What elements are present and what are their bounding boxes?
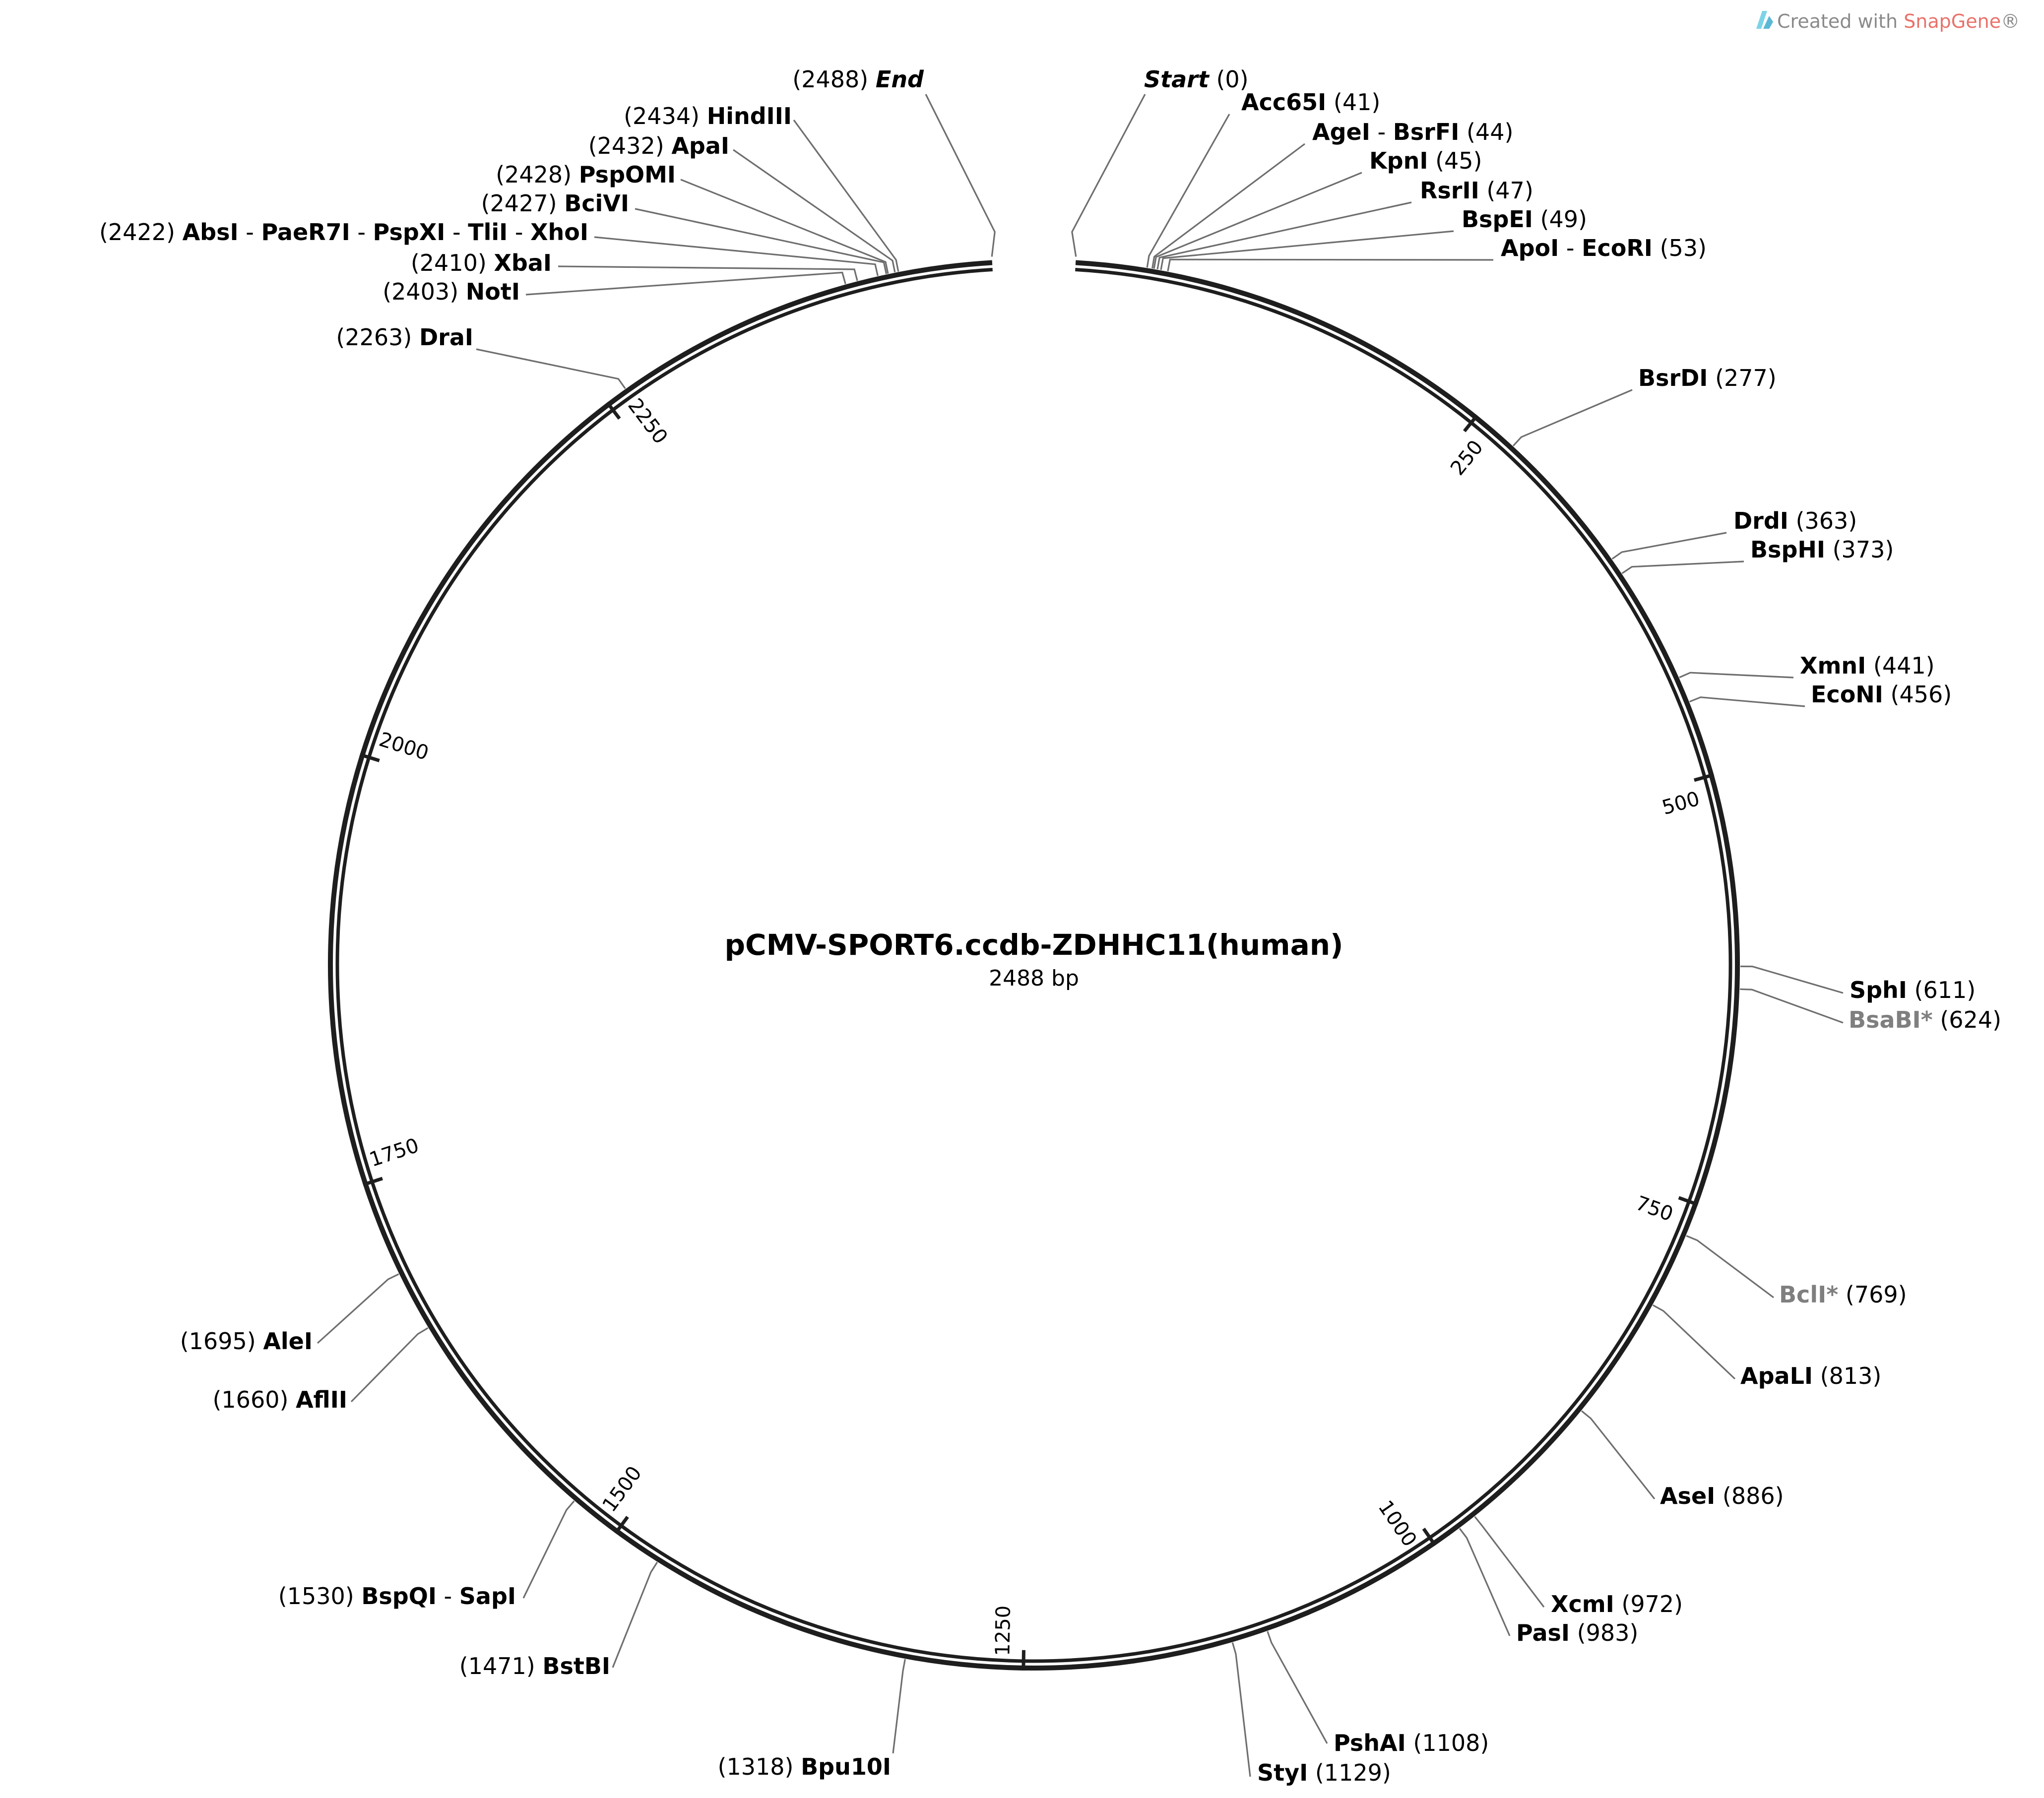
enzyme-name: DrdI (1733, 507, 1788, 534)
site-label: (1530) BspQI - SapI (278, 1583, 516, 1610)
cut-position: (624) (1940, 1006, 2002, 1033)
cut-position: (1108) (1413, 1730, 1489, 1756)
cut-position: (44) (1466, 119, 1514, 145)
scale-tick-label: 1500 (598, 1462, 646, 1516)
site-label (481, 190, 629, 217)
site-label (1257, 1759, 1391, 1786)
leader-line (1612, 533, 1727, 559)
enzyme-name: XmnI (1800, 652, 1866, 679)
cut-position: (363) (1795, 507, 1857, 534)
enzyme-name: BsrDI (1638, 365, 1708, 391)
start-label: Start (0) (1144, 66, 1249, 93)
leader-line (1168, 259, 1493, 271)
cut-position: (45) (1435, 147, 1482, 174)
cut-position: (886) (1722, 1483, 1784, 1509)
cut-position: (49) (1540, 206, 1587, 233)
cut-position: (441) (1873, 652, 1935, 679)
enzyme-name: ApaI (671, 132, 729, 159)
scale-tick-label: 500 (1660, 787, 1702, 820)
site-label (1660, 1483, 1784, 1509)
enzyme-name: HindIII (706, 103, 792, 129)
site-label (496, 161, 676, 188)
enzyme-name: ApoI (1501, 235, 1559, 261)
site-label (1733, 507, 1857, 534)
cut-position: (1471) (459, 1653, 535, 1679)
scale-tick-label: 1750 (366, 1134, 422, 1172)
leader-line (1686, 1236, 1774, 1298)
site-label (1849, 1006, 2001, 1033)
cut-position: (2428) (496, 161, 572, 188)
leader-line (1690, 697, 1805, 706)
leader-line (1513, 390, 1632, 446)
snapgene-logo-icon (1756, 11, 1773, 29)
scale-tick-label: 2000 (376, 728, 432, 765)
cut-position: (456) (1890, 681, 1952, 708)
site-label (383, 278, 520, 305)
leader-line (1475, 1517, 1544, 1607)
snapgene-credit (1756, 10, 2020, 32)
cut-position: (813) (1820, 1363, 1882, 1389)
site-label (1638, 365, 1777, 391)
enzyme-name: EcoNI (1811, 681, 1883, 708)
enzyme-name: BclI* (1779, 1281, 1839, 1308)
enzyme-name: PasI (1516, 1619, 1570, 1646)
leader-line (1653, 1305, 1735, 1379)
leader-line (635, 209, 887, 274)
cut-position: (53) (1660, 235, 1707, 261)
leader-line (526, 272, 845, 295)
enzyme-name: BciVI (564, 190, 629, 217)
enzyme-name: NotI (465, 278, 520, 305)
leader-line (926, 94, 995, 257)
site-label (718, 1753, 891, 1780)
enzyme-name: SphI (1850, 977, 1907, 1003)
leader-line (613, 1562, 657, 1668)
leader-line (351, 1328, 428, 1402)
cut-position: (47) (1486, 177, 1533, 204)
leader-line (1232, 1643, 1250, 1777)
leader-line (794, 120, 898, 272)
enzyme-name: Acc65I (1241, 89, 1327, 116)
site-label: AgeI - BsrFI (44) (1312, 119, 1514, 145)
enzyme-name: DraI (419, 324, 473, 351)
cut-position: (1129) (1315, 1759, 1391, 1786)
enzyme-name: Bpu10I (801, 1753, 891, 1780)
site-label (1850, 977, 1976, 1003)
enzyme-name: BsaBI* (1849, 1006, 1933, 1033)
site-label: ApoI - EcoRI (53) (1501, 235, 1707, 261)
credit-text: Created with SnapGene® (1777, 10, 2020, 32)
cut-position: (983) (1577, 1619, 1639, 1646)
enzyme-name: AleI (263, 1328, 313, 1355)
site-label (1369, 147, 1482, 174)
cut-position: (972) (1621, 1591, 1683, 1617)
scale-tick-label: 1000 (1373, 1496, 1421, 1551)
cut-position: (41) (1333, 89, 1381, 116)
enzyme-name: XcmI (1551, 1591, 1614, 1617)
cut-position: (2432) (588, 132, 664, 159)
leader-line (1582, 1411, 1655, 1499)
cut-position: (2263) (336, 324, 412, 351)
leader-line (1679, 673, 1793, 678)
leader-line (1268, 1631, 1327, 1743)
scale-tick (1023, 1650, 1024, 1671)
enzyme-name: TliI (468, 219, 508, 246)
cut-position: (1660) (212, 1386, 289, 1413)
enzyme-name: BsrFI (1393, 119, 1460, 145)
leader-line (476, 349, 625, 388)
cut-position: (2427) (481, 190, 557, 217)
enzyme-name: XhoI (530, 219, 588, 246)
enzyme-name: BspHI (1750, 536, 1825, 563)
site-label (212, 1386, 347, 1413)
leader-line (318, 1274, 399, 1343)
site-label (588, 132, 729, 159)
enzyme-name: AbsI (182, 219, 239, 246)
site-label (459, 1653, 610, 1679)
enzyme-name: AseI (1660, 1483, 1716, 1509)
leader-line (1622, 561, 1744, 573)
cut-position: (2410) (410, 249, 487, 276)
site-label (411, 249, 552, 276)
site-label (1800, 652, 1935, 679)
cut-position: (277) (1715, 365, 1777, 391)
leader-line (681, 180, 888, 274)
enzyme-name: AflII (296, 1386, 347, 1413)
site-label (1241, 89, 1380, 116)
enzyme-name: PshAI (1334, 1730, 1406, 1756)
enzyme-name: PspOMI (578, 161, 676, 188)
site-label (1462, 206, 1587, 233)
scale-tick-label: 250 (1446, 436, 1488, 480)
cut-position: (2434) (624, 103, 700, 129)
site-label (1551, 1591, 1683, 1617)
enzyme-name: BstBI (542, 1653, 610, 1679)
enzyme-name: RsrII (1420, 177, 1479, 204)
cut-position: (1318) (717, 1753, 794, 1780)
site-labels (99, 66, 2001, 1786)
cut-position: (2403) (383, 278, 459, 305)
cut-position: (611) (1914, 977, 1976, 1003)
enzyme-name: SapI (459, 1583, 516, 1610)
enzyme-name: KpnI (1369, 147, 1428, 174)
enzyme-name: XbaI (494, 249, 552, 276)
plasmid-size: 2488 bp (989, 966, 1079, 991)
site-label (180, 1328, 313, 1355)
map-center-labels (724, 928, 1343, 991)
enzyme-name: StyI (1257, 1759, 1308, 1786)
scale-tick-label: 2250 (623, 394, 672, 448)
enzyme-name: PspXI (373, 219, 446, 246)
leader-line (1740, 989, 1843, 1023)
enzyme-name: BspQI (361, 1583, 437, 1610)
site-label (1420, 177, 1533, 204)
plasmid-name: pCMV-SPORT6.ccdb-ZDHHC11(human) (724, 928, 1343, 962)
cut-position: (1695) (180, 1328, 256, 1355)
leader-line (1072, 94, 1145, 257)
enzyme-name: BspEI (1462, 206, 1533, 233)
scale-tick-label: 1250 (991, 1605, 1015, 1656)
cut-position: (373) (1832, 536, 1894, 563)
enzyme-name: AgeI (1312, 119, 1370, 145)
site-label (1516, 1619, 1638, 1646)
cut-position: (769) (1845, 1281, 1907, 1308)
site-label (1740, 1363, 1881, 1389)
site-label (1334, 1730, 1489, 1756)
leader-line (1460, 1529, 1510, 1636)
site-label (624, 103, 792, 129)
site-label (336, 324, 473, 351)
site-label (1779, 1281, 1907, 1308)
leader-line (1740, 966, 1843, 993)
site-label (1811, 681, 1952, 708)
leader-line (594, 237, 878, 276)
leader-line (893, 1659, 905, 1753)
enzyme-name: PaeR7I (261, 219, 350, 246)
enzyme-name: EcoRI (1582, 235, 1653, 261)
leader-line (523, 1501, 574, 1598)
cut-position: (2422) (99, 219, 175, 246)
leader-line (558, 266, 857, 281)
end-label: (2488) End (792, 66, 924, 93)
scale-tick-label: 750 (1632, 1191, 1676, 1226)
site-label: (2422) AbsI - PaeR7I - PspXI - TliI - XhoI (99, 219, 588, 246)
site-label (1750, 536, 1894, 563)
enzyme-name: ApaLI (1740, 1363, 1813, 1389)
cut-position: (1530) (278, 1583, 354, 1610)
